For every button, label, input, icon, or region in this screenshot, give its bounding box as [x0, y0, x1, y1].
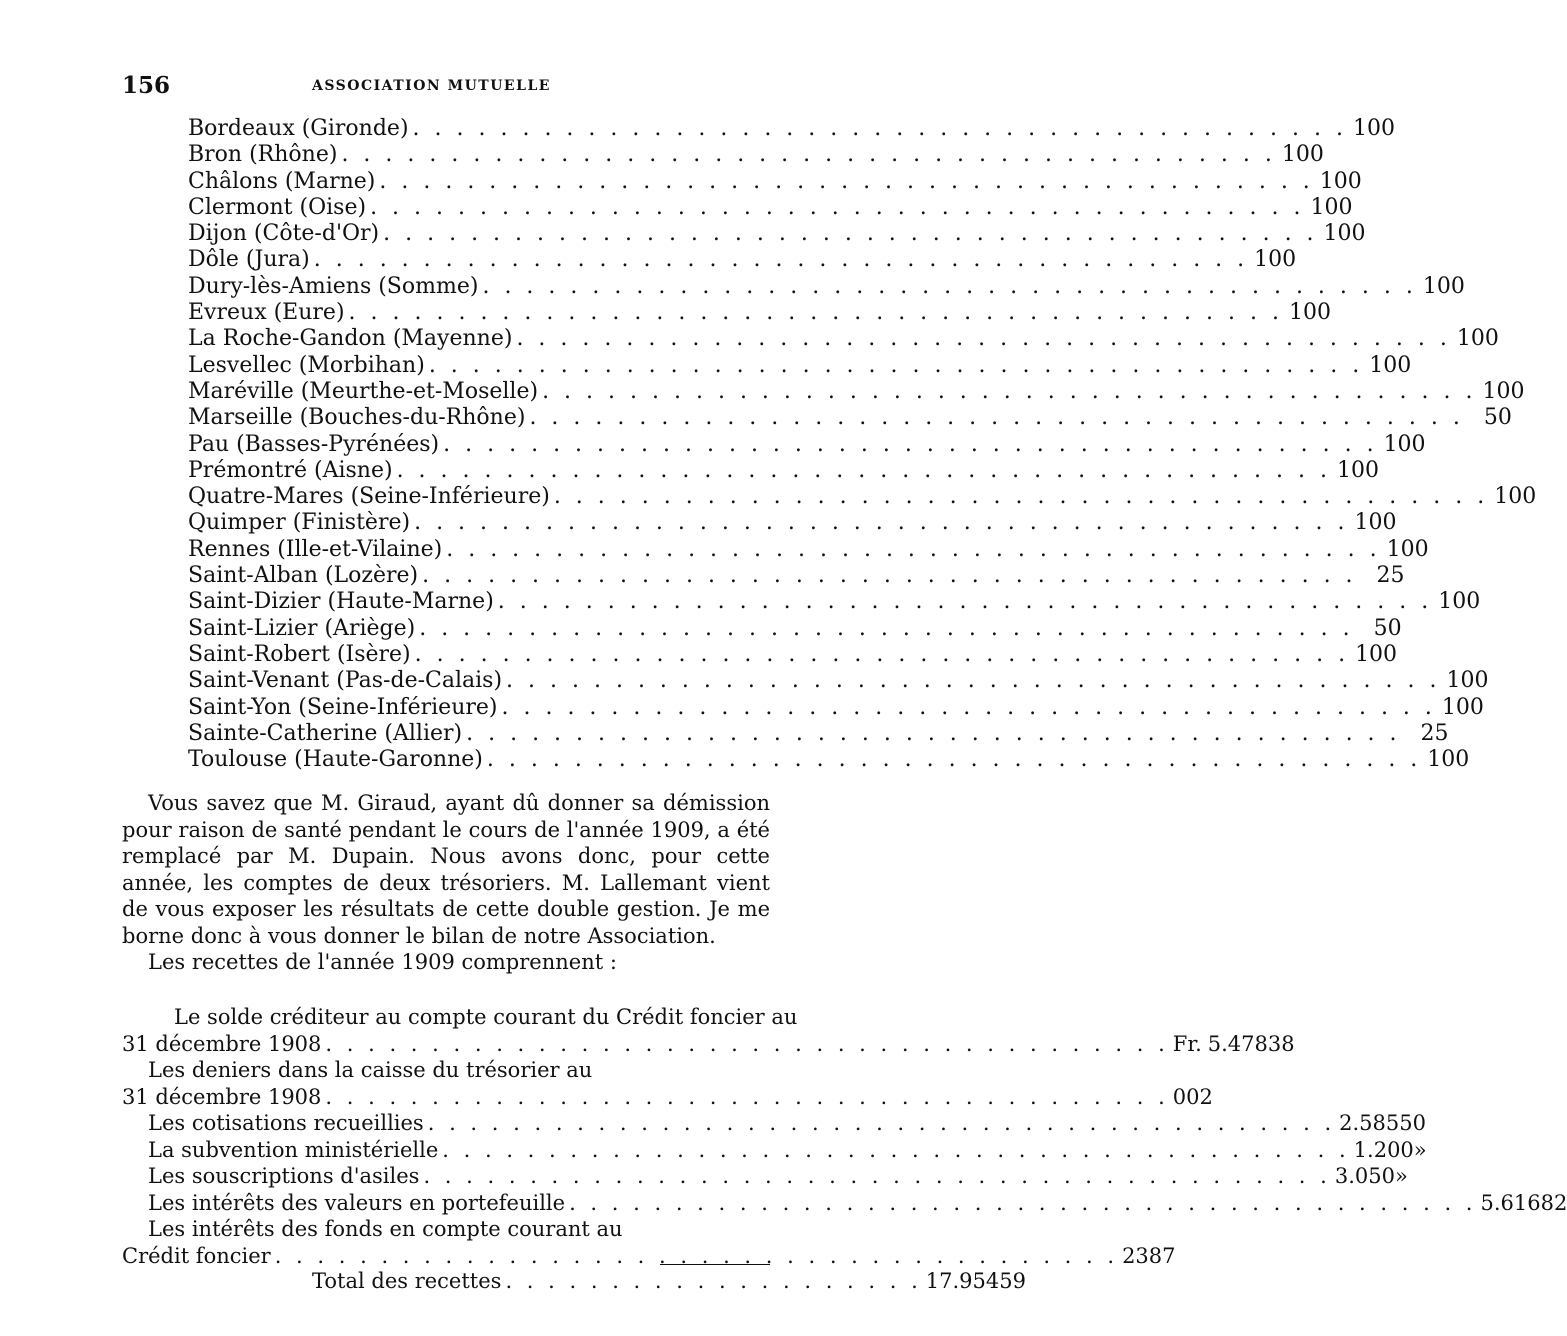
asylum-name: Saint-Alban (Lozère)	[188, 563, 419, 589]
leader-dots: . . . . . . . . . . . . . . . . . . . . . . . . . . . . . . . . . . . . . . . . . . .	[497, 589, 1433, 615]
leader-dots: . . . . . . . . . . . . . . . . . . . . . . . . . . . . . . . . . . . . . . . . . . .	[341, 142, 1276, 168]
asylum-row	[188, 326, 1499, 352]
ledger-amount: 2.585	[1339, 1111, 1400, 1135]
asylum-amount: 100	[1456, 326, 1499, 352]
asylum-name: Quimper (Finistère)	[188, 510, 411, 536]
asylum-row	[188, 378, 1525, 405]
ledger-amount: 0	[1172, 1084, 1187, 1109]
asylum-name: Dury-lès-Amiens (Somme)	[188, 273, 479, 299]
asylum-row	[188, 457, 1379, 484]
ledger-label: Les intérêts des valeurs en portefeuille	[148, 1190, 566, 1215]
ledger-amount: 5.616	[1480, 1190, 1541, 1215]
asylum-amount: 100	[1354, 510, 1397, 536]
asylum-name: Prémontré (Aisne)	[188, 457, 393, 483]
ledger-label: Crédit foncier	[122, 1243, 271, 1268]
asylum-row	[188, 510, 1397, 536]
ledger-row	[122, 1243, 1176, 1270]
receipts-total	[122, 1268, 1026, 1295]
asylum-amount: 100	[1336, 457, 1379, 483]
leader-dots: . . . . . . . . . . . . . . . . . . . . . . . . . . . . . . . . . . . . . . . . . . .	[422, 563, 1357, 589]
ledger-label: Les deniers dans la caisse du trésorier au	[148, 1058, 593, 1082]
ledger-row	[122, 1057, 770, 1084]
leader-dots: . . . . . . . . . . . . . . . . . . . . . . . . . . . . . . . . . . . . . . . . . . .	[379, 168, 1314, 194]
ledger-cents: 82	[1540, 1190, 1567, 1215]
leader-dots: . . . . . . . . . . . . . . . . . . . . . . . . . . . . . . . . . . . . . . . . . . .	[529, 405, 1464, 431]
asylum-row	[188, 668, 1489, 694]
asylum-amount: 50	[1483, 405, 1512, 431]
asylum-amount: 100	[1383, 431, 1426, 457]
asylum-row	[188, 484, 1537, 510]
leader-dots: . . . . . . . . . . . . . . . . . . . . . . . . . . . . . . . . . . . . . . . . . . .	[414, 510, 1349, 536]
ledger-row	[122, 1190, 1567, 1217]
leader-dots: . . . . . . . . . . . . . . . . . . . . . . . . . . . . . . . . . . . . . . . . . . .	[516, 326, 1451, 352]
asylum-row	[188, 641, 1398, 668]
leader-dots: . . . . . . . . . . . . . . . . . . . . . . . . . . . . . . . . . . . . . . . . . . .	[446, 536, 1381, 562]
leader-dots: . . . . . . . . . . . . . . . . . . . . . . . . . . . . . . . . . . . . . . . . . . .	[370, 194, 1305, 220]
asylum-name: La Roche-Gandon (Mayenne)	[188, 326, 513, 352]
running-head: ASSOCIATION MUTUELLE	[312, 78, 551, 94]
page-number: 156	[122, 72, 171, 99]
asylum-amount: 100	[1352, 116, 1395, 141]
ledger-label: 31 décembre 1908	[122, 1084, 322, 1109]
asylum-amount: 25	[1376, 563, 1405, 589]
receipts-ledger	[122, 1004, 1567, 1269]
asylum-amount: 100	[1323, 221, 1366, 247]
asylum-row	[188, 405, 1512, 431]
asylum-name: Saint-Robert (Isère)	[188, 641, 411, 667]
asylum-name: Pau (Basses-Pyrénées)	[188, 431, 440, 457]
asylum-name: Clermont (Oise)	[188, 194, 367, 220]
body-paragraph	[122, 790, 770, 976]
ledger-label: 31 décembre 1908	[122, 1031, 322, 1056]
asylum-name: Dôle (Jura)	[188, 247, 310, 273]
asylum-amount: 100	[1310, 194, 1353, 220]
asylum-amount: 100	[1369, 352, 1412, 378]
asylum-name: Sainte-Catherine (Allier)	[188, 720, 463, 746]
asylum-name: Châlons (Marne)	[188, 168, 376, 194]
asylum-row	[188, 352, 1412, 379]
asylum-amount: 100	[1386, 536, 1429, 562]
asylum-row	[188, 300, 1331, 326]
asylum-amount: 100	[1441, 694, 1484, 720]
asylum-amount: 100	[1482, 378, 1525, 404]
asylum-name: Marseille (Bouches-du-Rhône)	[188, 405, 526, 431]
asylum-name: Maréville (Meurthe-et-Moselle)	[188, 378, 539, 404]
leader-dots: . . . . . . . . . . . . . . . . . . . . . . . . . . . . . . . . . . . . . . . . . . .	[419, 615, 1354, 641]
asylum-row	[188, 431, 1426, 458]
ledger-row	[122, 1137, 1427, 1164]
leader-dots: . . . . . . . . . . . . . . . . . . . . . . . . . . . . . . . . . . . . . . . . . . .	[442, 1137, 1350, 1162]
leader-dots: . . . . . . . . . . . . . . . . . . . . . . . . . . . . . . . . . . . . . . . .	[325, 1084, 1169, 1109]
asylum-name: Saint-Yon (Seine-Inférieure)	[188, 694, 498, 720]
ledger-cents: »	[1394, 1164, 1408, 1188]
total-label: Total des recettes	[312, 1269, 502, 1293]
leader-dots: . . . . . . . . . . . . . . . . . . . . . . . . . . . . . . . . . . . . . . . . . . .	[428, 352, 1364, 378]
leader-dots: . . . . . . . . . . . . . . . . . . . . . . . . . . . . . . . . . . . . . . . . . . .	[506, 668, 1441, 694]
asylum-row	[188, 589, 1481, 615]
ledger-row	[122, 1031, 1295, 1058]
asylum-amount: 100	[1355, 641, 1398, 667]
asylum-row	[188, 536, 1429, 563]
asylum-subscription-list	[188, 116, 1537, 773]
leader-dots: . . . . . . . . . . . . . . . . . . . . . . . . . . . . . . . . . . . . . . . .	[274, 1243, 1119, 1268]
leader-dots: . . . . . . . . . . . . . . . . . . . . . . . . . . . . . . . . . . . . . . . . . . .	[501, 694, 1436, 720]
asylum-row	[188, 194, 1353, 221]
leader-dots: . . . . . . . . . . . . . . . . . . . . . . . . . . . . . . . . . . . . . . . . . . .	[383, 221, 1318, 247]
currency-label: Fr.	[1172, 1031, 1202, 1056]
ledger-row	[122, 1163, 1408, 1190]
asylum-row	[188, 142, 1324, 168]
leader-dots: . . . . . . . . . . . . . . . . . . . . . . . . . . . . . . . . . . . . . . . . . . .	[466, 720, 1401, 746]
leader-dots: . . . . . . . . . . . . . . . . . . . .	[505, 1269, 922, 1293]
leader-dots: . . . . . . . . . . . . . . . . . . . . . . . . . . . . . . . . . . . . . . . . . . .	[486, 747, 1422, 773]
ledger-cents: 02	[1186, 1084, 1213, 1109]
asylum-name: Saint-Lizier (Ariège)	[188, 615, 416, 641]
ledger-cents: 87	[1148, 1243, 1176, 1268]
asylum-row	[188, 615, 1402, 642]
asylum-name: Evreux (Eure)	[188, 300, 345, 326]
ledger-amount: 5.478	[1207, 1031, 1268, 1056]
total-amount: 17.954	[925, 1269, 1000, 1293]
leader-dots: . . . . . . . . . . . . . . . . . . . . . . . . . . . . . . . . . . . . . . . . . . .	[569, 1190, 1477, 1215]
asylum-row	[188, 273, 1465, 300]
asylum-row	[188, 221, 1366, 247]
asylum-name: Bron (Rhône)	[188, 142, 338, 168]
leader-dots: . . . . . . . . . . . . . . . . . . . . . . . . . . . . . . . . . . . . . . . . . . .	[553, 484, 1489, 510]
asylum-name: Bordeaux (Gironde)	[188, 116, 409, 141]
leader-dots: . . . . . . . . . . . . . . . . . . . . . . . . . . . . . . . . . . . . . . . . . . .	[482, 273, 1417, 299]
ledger-label: Les intérêts des fonds en compte courant au	[148, 1217, 623, 1241]
asylum-amount: 25	[1420, 720, 1449, 746]
asylum-row	[188, 168, 1362, 195]
ledger-cents: »	[1413, 1137, 1427, 1162]
leader-dots: . . . . . . . . . . . . . . . . . . . . . . . . . . . . . . . . . . . . . . . . . . .	[542, 378, 1477, 404]
ledger-amount: 1.200	[1353, 1137, 1414, 1162]
asylum-row	[188, 563, 1405, 589]
leader-dots: . . . . . . . . . . . . . . . . . . . . . . . . . . . . . . . . . . . . . . . . . . .	[412, 116, 1347, 141]
ledger-row	[122, 1084, 1213, 1111]
ledger-cents: 50	[1399, 1111, 1426, 1135]
leader-dots: . . . . . . . . . . . . . . . . . . . . . . . . . . . . . . . . . . . . . . . .	[325, 1031, 1169, 1056]
total-cents: 59	[999, 1269, 1026, 1293]
leader-dots: . . . . . . . . . . . . . . . . . . . . . . . . . . . . . . . . . . . . . . . . . . .	[427, 1111, 1336, 1135]
asylum-amount: 100	[1319, 168, 1362, 194]
asylum-name: Saint-Venant (Pas-de-Calais)	[188, 668, 503, 694]
ledger-label: Les souscriptions d'asiles	[148, 1164, 420, 1188]
asylum-row	[188, 247, 1297, 273]
ledger-amount: 23	[1122, 1243, 1149, 1268]
ledger-row	[122, 1216, 770, 1243]
asylum-name: Lesvellec (Morbihan)	[188, 352, 425, 378]
asylum-name: Quatre-Mares (Seine-Inférieure)	[188, 484, 550, 510]
ledger-label: Le solde créditeur au compte courant du Crédit foncier au	[174, 1005, 798, 1029]
ledger-row	[122, 1004, 798, 1031]
total-row	[122, 1268, 1026, 1295]
leader-dots: . . . . . . . . . . . . . . . . . . . . . . . . . . . . . . . . . . . . . . . . . . .	[423, 1164, 1331, 1188]
ledger-label: Les cotisations recueillies	[148, 1111, 424, 1135]
asylum-amount: 100	[1446, 668, 1489, 694]
asylum-amount: 100	[1438, 589, 1481, 615]
asylum-row	[188, 720, 1449, 747]
asylum-amount: 50	[1373, 615, 1402, 641]
ledger-cents: 38	[1267, 1031, 1295, 1056]
asylum-row	[188, 694, 1484, 721]
page-header	[122, 72, 772, 102]
asylum-amount: 100	[1494, 484, 1537, 510]
leader-dots: . . . . . . . . . . . . . . . . . . . . . . . . . . . . . . . . . . . . . . . . . . .	[414, 641, 1350, 667]
asylum-amount: 100	[1288, 300, 1331, 326]
asylum-name: Rennes (Ille-et-Vilaine)	[188, 536, 443, 562]
ledger-amount: 3.050	[1334, 1164, 1395, 1188]
ledger-label: La subvention ministérielle	[148, 1137, 439, 1162]
asylum-name: Saint-Dizier (Haute-Marne)	[188, 589, 494, 615]
ledger-row	[122, 1110, 1426, 1137]
leader-dots: . . . . . . . . . . . . . . . . . . . . . . . . . . . . . . . . . . . . . . . . . . .	[396, 457, 1331, 483]
receipt-items	[122, 1110, 1567, 1216]
asylum-name: Toulouse (Haute-Garonne)	[188, 747, 483, 773]
asylum-amount: 100	[1427, 747, 1470, 773]
asylum-amount: 100	[1254, 247, 1297, 273]
asylum-row	[188, 747, 1470, 773]
asylum-amount: 100	[1281, 142, 1324, 168]
leader-dots: . . . . . . . . . . . . . . . . . . . . . . . . . . . . . . . . . . . . . . . . . . .	[313, 247, 1249, 273]
leader-dots: . . . . . . . . . . . . . . . . . . . . . . . . . . . . . . . . . . . . . . . . . . .	[443, 431, 1378, 457]
asylum-name: Dijon (Côte-d'Or)	[188, 221, 380, 247]
paragraph-text: Vous savez que M. Giraud, ayant dû donner sa démission pour raison de santé pendant le cours de l'année 1909, a été remplacé par M. Dupain. Nous avons donc, pour cette année, les comptes de deux trésoriers. M. Lallemant vient de vous exposer les résultats de cette double gestion. Je me borne donc à vous donner le bilan de notre Association.	[122, 791, 770, 948]
receipts-intro: Les recettes de l'année 1909 comprennent :	[148, 950, 617, 974]
total-rule	[660, 1264, 770, 1265]
asylum-row	[188, 116, 1395, 142]
asylum-amount: 100	[1422, 273, 1465, 299]
leader-dots: . . . . . . . . . . . . . . . . . . . . . . . . . . . . . . . . . . . . . . . . . . .	[348, 300, 1283, 326]
